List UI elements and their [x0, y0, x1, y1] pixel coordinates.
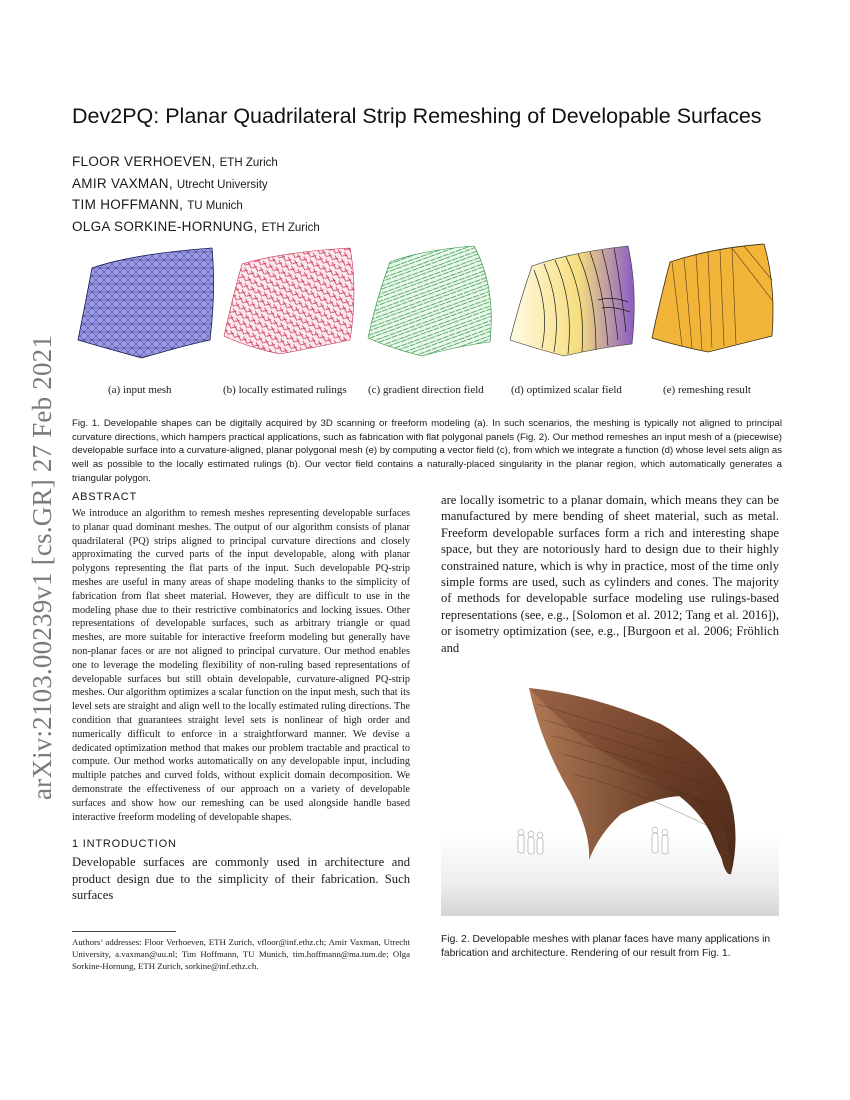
abstract-heading: ABSTRACT [72, 491, 138, 503]
right-column [441, 492, 779, 656]
figure2-caption: Fig. 2. Developable meshes with planar faces have many applications in fabrication and architecture. Rendering of our result from Fig. 1. [441, 934, 771, 959]
author-name: TIM HOFFMANN [72, 197, 180, 212]
authors-addresses-footnote: Authors’ addresses: Floor Verhoeven, ETH Zurich, vfloor@inf.ethz.ch; Amir Vaxman, Utrecht University, a.vaxman@uu.nl; Tim Hoffmann, TU Munich, tim.hoffmann@ma.tum.de; Olga Sorkine-Hornung, ETH Zurich, sorkine@inf.ethz.ch. [72, 937, 410, 972]
figure1-caption: Fig. 1. Developable shapes can be digitally acquired by 3D scanning or freeform modeling (a). In such scenarios, the meshing is typically not aligned to principal curvature directions, which hampers practical applications, such as fabrication with flat polygonal panels (Fig. 2). Our method remeshes an input mesh of a (piecewise) developable surface into a curvature-aligned, planar polygonal mesh (e) by computing a vector field (c), from which we integrate a function (d) whose level sets align as well as possible to the locally estimated rulings (b). Our vector field contains a naturally-placed singularity in the planar region, which automatically generates a triangular polygon. [72, 418, 782, 484]
subfigure-label-b: (b) locally estimated rulings [223, 384, 347, 396]
introduction-text-left: Developable surfaces are commonly used in architecture and product design due to the simplicity of their fabrication. Such surfaces [72, 855, 410, 903]
author-entry: AMIR VAXMAN, Utrecht University [72, 175, 268, 191]
left-column [72, 491, 410, 904]
remeshing-result-figure [652, 244, 773, 352]
author-name: FLOOR VERHOEVEN [72, 154, 212, 169]
input-mesh-figure [78, 248, 214, 358]
figure1-teaser [72, 240, 782, 360]
author-affiliation: Utrecht University [176, 178, 268, 191]
author-list [72, 152, 432, 238]
author-name: OLGA SORKINE-HORNUNG [72, 218, 254, 234]
footnote-rule [72, 931, 176, 932]
author-entry: OLGA SORKINE-HORNUNG, ETH Zurich [72, 218, 320, 234]
figure2-rendering [441, 684, 779, 916]
paper-title: Dev2PQ: Planar Quadrilateral Strip Remeshing of Developable Surfaces [72, 104, 762, 128]
author-name: AMIR VAXMAN [72, 175, 169, 191]
author-affiliation: TU Munich [187, 200, 243, 212]
introduction-text-right: are locally isometric to a planar domain, which means they can be manufactured by mere bending of sheet material, such as metal. Freeform developable surfaces form a rich and interesting shape space, but they are notoriously hard to design due to their highly constrained nature, which is why in practice, most of the time only simple forms are used, such as cylinders and cones. The majority of methods for developable surface modeling use rulings-based representations (see, e.g., [Solomon et al. 2012; Tang et al. 2016]), or isometry optimization (see, e.g., [Burgoon et al. 2006; Fröhlich and [441, 493, 779, 655]
subfigure-label-e: (e) remeshing result [663, 384, 751, 396]
author-entry: TIM HOFFMANN, TU Munich [72, 197, 243, 212]
abstract-text: We introduce an algorithm to remesh meshes representing developable surfaces to planar quad dominant meshes. The output of our algorithm consists of planar quadrilateral (PQ) strips aligned to principal curvature directions and closely approximating the curved parts of the input developable, along with planar polygons representing the flat parts of the input. Such developable PQ-strip meshes are useful in many areas of shape modeling thanks to the simplicity of fabrication from flat sheet material. However, they are difficult to use in the modeling phase due to their restrictive combinatorics and locking issues. Other representations of developable surfaces, such as arbitrary triangle or quad meshes, are more suitable for interactive freeform modeling but generally have non-planar faces or are not aligned to principal curvature. Our method enables one to leverage the modeling flexibility of non-ruling based representations of developable surfaces but still obtain developable, curvature-aligned PQ-strip meshes. Our algorithm optimizes a scalar function on the input mesh, such that its level sets are straight and align well to the locally estimated ruling directions. The condition that guarantees straight level sets is nonlinear of high order and numerically difficult to enforce in a straightforward manner. We devise a dedicated optimization method that makes our problem tractable and practical to compute. Our method works automatically on any developable input, including multiple patches and curved folds, without explicit domain decomposition. We demonstrate the effectiveness of our approach on a variety of developable surfaces and show how our remeshing can be used alongside handle based interactive freeform modeling of developable shapes. [72, 508, 410, 823]
arxiv-stamp: arXiv:2103.00239v1 [cs.GR] 27 Feb 2021 [26, 334, 57, 800]
scalar-field-figure [510, 246, 634, 356]
subfigure-label-c: (c) gradient direction field [368, 384, 484, 396]
introduction-heading: 1 INTRODUCTION [72, 838, 177, 851]
author-entry: FLOOR VERHOEVEN, ETH Zurich [72, 154, 278, 169]
gradient-field-figure [368, 246, 491, 356]
subfigure-label-d: (d) optimized scalar field [511, 384, 622, 396]
author-affiliation: ETH Zurich [219, 157, 278, 169]
subfigure-label-a: (a) input mesh [108, 384, 172, 396]
rulings-figure [224, 248, 354, 354]
author-affiliation: ETH Zurich [261, 221, 320, 234]
